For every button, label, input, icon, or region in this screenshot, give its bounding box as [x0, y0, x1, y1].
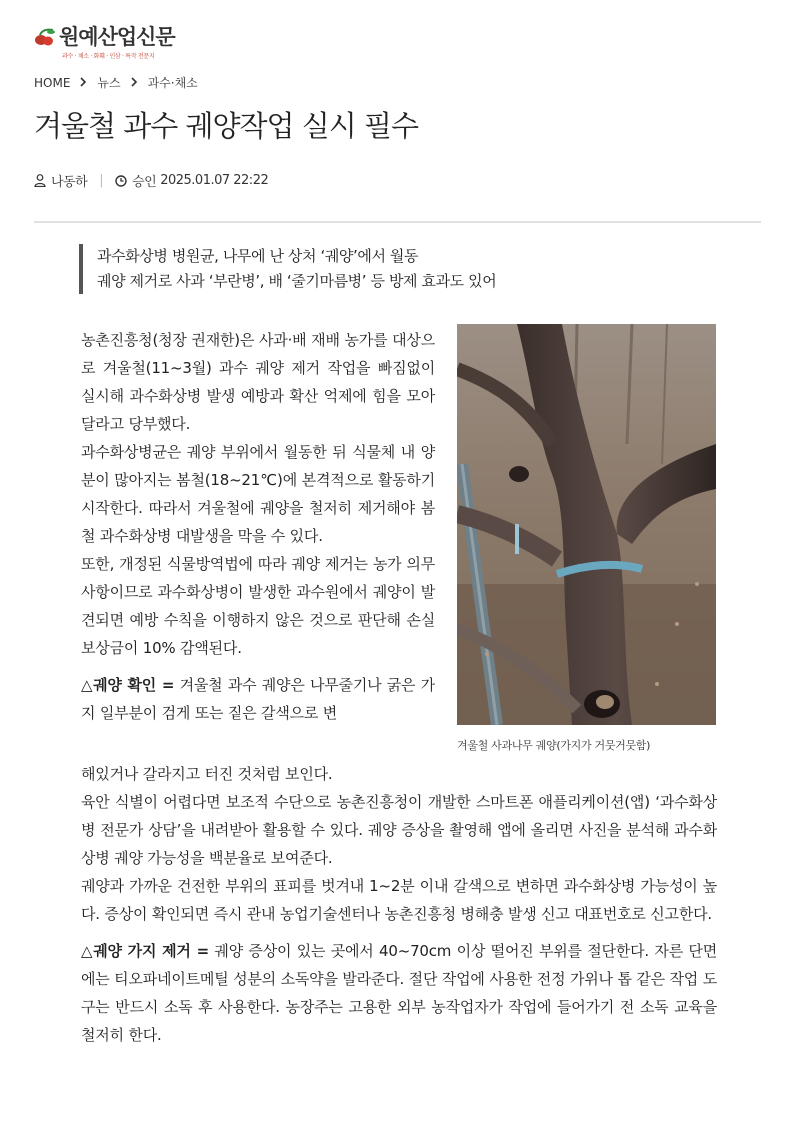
article-title: 겨울철 과수 궤양작업 실시 필수 [34, 109, 419, 143]
breadcrumb [34, 74, 198, 91]
breadcrumb-category[interactable]: 과수·채소 [147, 76, 198, 90]
paragraph: 과수화상병균은 궤양 부위에서 월동한 뒤 식물체 내 양분이 많아지는 봄철(18~21℃)에 본격적으로 활동하기 시작한다. 따라서 겨울철에 궤양을 철저히 제거해야 봄철 과수화상병 대발생을 막을 수 있다. [81, 443, 435, 545]
paragraph: △궤양 확인 = 겨울철 과수 궤양은 나무줄기나 굵은 가지 일부분이 검게 또는 짙은 갈색으로 변 [81, 676, 435, 722]
approved-time: 2025.01.07 22:22 [160, 173, 269, 188]
header-divider [34, 221, 761, 223]
approved-label: 승인 [132, 175, 157, 190]
site-logo[interactable] [34, 25, 175, 60]
chevron-right-icon [131, 76, 138, 90]
site-name: 원예산업신문 [59, 25, 175, 49]
author-name[interactable]: 나동하 [51, 175, 88, 190]
chevron-right-icon [80, 76, 87, 90]
clock-icon [115, 175, 127, 187]
site-tagline: 과수 · 채소 · 화훼 · 인삼 · 특작 전문지 [62, 53, 155, 60]
image-caption: 겨울철 사과나무 궤양(가지가 거뭇거뭇함) [457, 739, 651, 752]
article-subtitle [79, 244, 737, 294]
breadcrumb-home[interactable]: HOME [34, 75, 71, 90]
subtitle-line: 과수화상병 병원균, 나무에 난 상처 ‘궤양’에서 월동 [97, 247, 419, 265]
paragraph: 농촌진흥청(청장 권재한)은 사과·배 재배 농가를 대상으로 겨울철(11~3월) 과수 궤양 제거 작업을 빠짐없이 실시해 과수화상병 발생 예방과 확산 억제에 힘을 모아 달라고 당부했다. [81, 331, 435, 433]
cherry-logo-icon [34, 27, 56, 47]
meta-divider: | [99, 173, 104, 188]
article-figure [457, 324, 716, 753]
apple-tree-photo[interactable] [457, 324, 716, 725]
subtitle-line: 궤양 제거로 사과 ‘부란병’, 배 ‘줄기마름병’ 등 방제 효과도 있어 [97, 272, 497, 290]
section-heading: △궤양 가지 제거 = [81, 942, 209, 960]
article-body-column [81, 326, 435, 727]
section-heading: △궤양 확인 = [81, 676, 175, 694]
article-body-full [81, 760, 717, 1049]
user-icon [34, 174, 46, 187]
paragraph: 또한, 개정된 식물방역법에 따라 궤양 제거는 농가 의무 사항이므로 과수화상병이 발생한 과수원에서 궤양이 발견되면 예방 수칙을 이행하지 않은 것으로 판단해 손실보상금이 10% 감액된다. [81, 555, 435, 657]
paragraph: 육안 식별이 어렵다면 보조적 수단으로 농촌진흥청이 개발한 스마트폰 애플리케이션(앱) ‘과수화상병 전문가 상담’을 내려받아 활용할 수 있다. 궤양 증상을 촬영해 앱에 올리면 사진을 분석해 과수화상병 궤양 가능성을 백분율로 보여준다. [81, 793, 717, 867]
breadcrumb-section[interactable]: 뉴스 [97, 76, 121, 90]
paragraph: △궤양 가지 제거 = 궤양 증상이 있는 곳에서 40~70cm 이상 떨어진 부위를 절단한다. 자른 단면에는 티오파네이트메틸 성분의 소독약을 발라준다. 절단 작업에 사용한 전정 가위나 톱 같은 작업 도구는 반드시 소독 후 사용한다. 농장주는 고용한 외부 농작업자가 작업에 들어가기 전 소독 교육을 철저히 한다. [81, 942, 718, 1044]
paragraph: 궤양과 가까운 건전한 부위의 표피를 벗겨내 1~2분 이내 갈색으로 변하면 과수화상병 가능성이 높다. 증상이 확인되면 즉시 관내 농업기술센터나 농촌진흥청 병해충 발생 신고 대표번호로 신고한다. [81, 877, 717, 923]
paragraph: 해있거나 갈라지고 터진 것처럼 보인다. [81, 765, 333, 783]
article-meta [34, 171, 268, 190]
